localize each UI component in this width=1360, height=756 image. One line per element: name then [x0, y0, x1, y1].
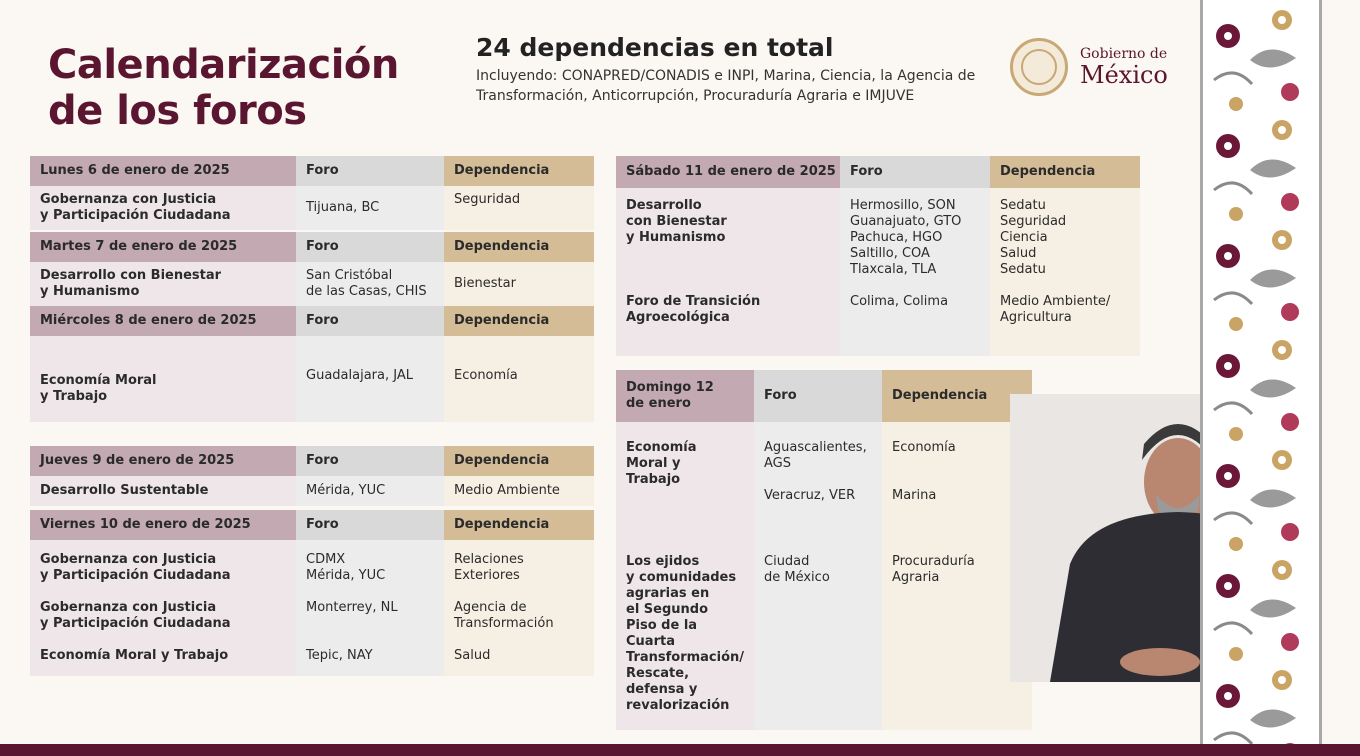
miercoles-dep: Economía: [444, 336, 594, 422]
table-row: [30, 336, 594, 422]
floral-pattern-icon: [1200, 0, 1322, 744]
jueves-date: Jueves 9 de enero de 2025: [30, 446, 296, 476]
lunes-tema: Gobernanza con Justicia y Participación Ciudadana: [30, 186, 296, 230]
viernes-dependencia-header: Dependencia: [444, 510, 594, 540]
gobierno-logo: [1010, 38, 1168, 96]
jueves-foro-header: Foro: [296, 446, 444, 476]
lunes-dependencia-header: Dependencia: [444, 156, 594, 186]
table-row: [616, 188, 1140, 356]
sabado-foro-2: Colima, Colima: [850, 294, 949, 309]
sabado-dependencia-header: Dependencia: [990, 156, 1140, 188]
table-row: [616, 422, 1032, 730]
page-title-line2: de los foros: [48, 88, 307, 134]
table-row: [30, 540, 594, 676]
viernes-foro-2: Monterrey, NL: [306, 600, 398, 615]
martes-tema: Desarrollo con Bienestar y Humanismo: [30, 262, 296, 306]
miercoles-foro: Guadalajara, JAL: [296, 336, 444, 422]
viernes-foro-3: Tepic, NAY: [306, 648, 373, 663]
domingo-header: [616, 370, 1032, 422]
sabado-tema-2: Foro de Transición Agroecológica: [626, 294, 761, 325]
domingo-date: Domingo 12 de enero: [616, 370, 754, 422]
martes-dependencia-header: Dependencia: [444, 232, 594, 262]
viernes-foro-header: Foro: [296, 510, 444, 540]
viernes-date: Viernes 10 de enero de 2025: [30, 510, 296, 540]
martes-foro: San Cristóbal de las Casas, CHIS: [296, 262, 444, 306]
schedule-left: [30, 156, 594, 676]
domingo-foro-3: Ciudad de México: [764, 554, 830, 585]
sabado-dep-1: Sedatu Seguridad Ciencia Salud Sedatu: [1000, 198, 1067, 277]
jueves-foro: Mérida, YUC: [296, 476, 444, 506]
domingo-foro-1: Aguascalientes, AGS: [764, 440, 867, 471]
miercoles-date: Miércoles 8 de enero de 2025: [30, 306, 296, 336]
sabado-date: Sábado 11 de enero de 2025: [616, 156, 840, 188]
page-title: [48, 42, 399, 134]
miercoles-tema: Economía Moral y Trabajo: [30, 336, 296, 422]
miercoles-header: [30, 306, 594, 336]
viernes-foro-1: CDMX Mérida, YUC: [306, 552, 386, 583]
floral-border: [1200, 0, 1322, 744]
table-row: [30, 186, 594, 230]
sabado-header: [616, 156, 1140, 188]
seal-icon: [1010, 38, 1068, 96]
martes-foro-header: Foro: [296, 232, 444, 262]
domingo-dep-2: Marina: [892, 488, 937, 503]
lunes-foro: Tijuana, BC: [296, 186, 444, 230]
sabado-foro-header: Foro: [840, 156, 990, 188]
viernes-dep-2: Agencia de Transformación: [454, 600, 554, 631]
sabado-tema-1: Desarrollo con Bienestar y Humanismo: [626, 198, 727, 245]
sabado-dep-2: Medio Ambiente/ Agricultura: [1000, 294, 1111, 325]
martes-date: Martes 7 de enero de 2025: [30, 232, 296, 262]
viernes-tema-3: Economía Moral y Trabajo: [40, 648, 229, 663]
miercoles-foro-header: Foro: [296, 306, 444, 336]
jueves-dep: Medio Ambiente: [444, 476, 594, 506]
sabado-foro-1: Hermosillo, SON Guanajuato, GTO Pachuca, HGO Saltillo, COA Tlaxcala, TLA: [850, 198, 962, 277]
footer-bar: [0, 744, 1360, 756]
domingo-dep-1: Economía: [892, 440, 956, 455]
domingo-dep-3: Procuraduría Agraria: [892, 554, 975, 585]
table-row: [30, 476, 594, 506]
viernes-tema-1: Gobernanza con Justicia y Participación Ciudadana: [40, 552, 231, 583]
domingo-foro-2: Veracruz, VER: [764, 488, 856, 503]
page-title-line1: Calendarización: [48, 42, 399, 88]
schedule-sabado: [616, 156, 1140, 356]
table-row: [30, 262, 594, 306]
domingo-foro-header: Foro: [754, 370, 882, 422]
logo-line2: México: [1080, 61, 1168, 89]
viernes-dep-3: Salud: [454, 648, 491, 663]
domingo-dependencia-header: Dependencia: [882, 370, 1032, 422]
lunes-foro-header: Foro: [296, 156, 444, 186]
logo-line1: Gobierno de: [1080, 46, 1168, 62]
lunes-header: [30, 156, 594, 186]
dependencies-count: 24 dependencias en total: [476, 33, 834, 62]
viernes-header: [30, 510, 594, 540]
jueves-header: [30, 446, 594, 476]
miercoles-dependencia-header: Dependencia: [444, 306, 594, 336]
domingo-tema-1: Economía Moral y Trabajo: [626, 440, 697, 487]
jueves-dependencia-header: Dependencia: [444, 446, 594, 476]
viernes-dep-1: Relaciones Exteriores: [454, 552, 524, 583]
dependencies-subtitle: Incluyendo: CONAPRED/CONADIS e INPI, Marina, Ciencia, la Agencia de Transformación, Anticorrupción, Procuraduría Agraria e IMJUVE: [476, 68, 976, 104]
martes-dep: Bienestar: [444, 262, 594, 306]
martes-header: [30, 232, 594, 262]
jueves-tema: Desarrollo Sustentable: [30, 476, 296, 506]
domingo-tema-2: Los ejidos y comunidades agrarias en el Segundo Piso de la Cuarta Transformación/ Rescate, defensa y revalorización: [626, 554, 745, 713]
schedule-domingo: [616, 370, 1032, 730]
lunes-date: Lunes 6 de enero de 2025: [30, 156, 296, 186]
viernes-tema-2: Gobernanza con Justicia y Participación Ciudadana: [40, 600, 231, 631]
lunes-dep: Seguridad: [444, 186, 594, 230]
